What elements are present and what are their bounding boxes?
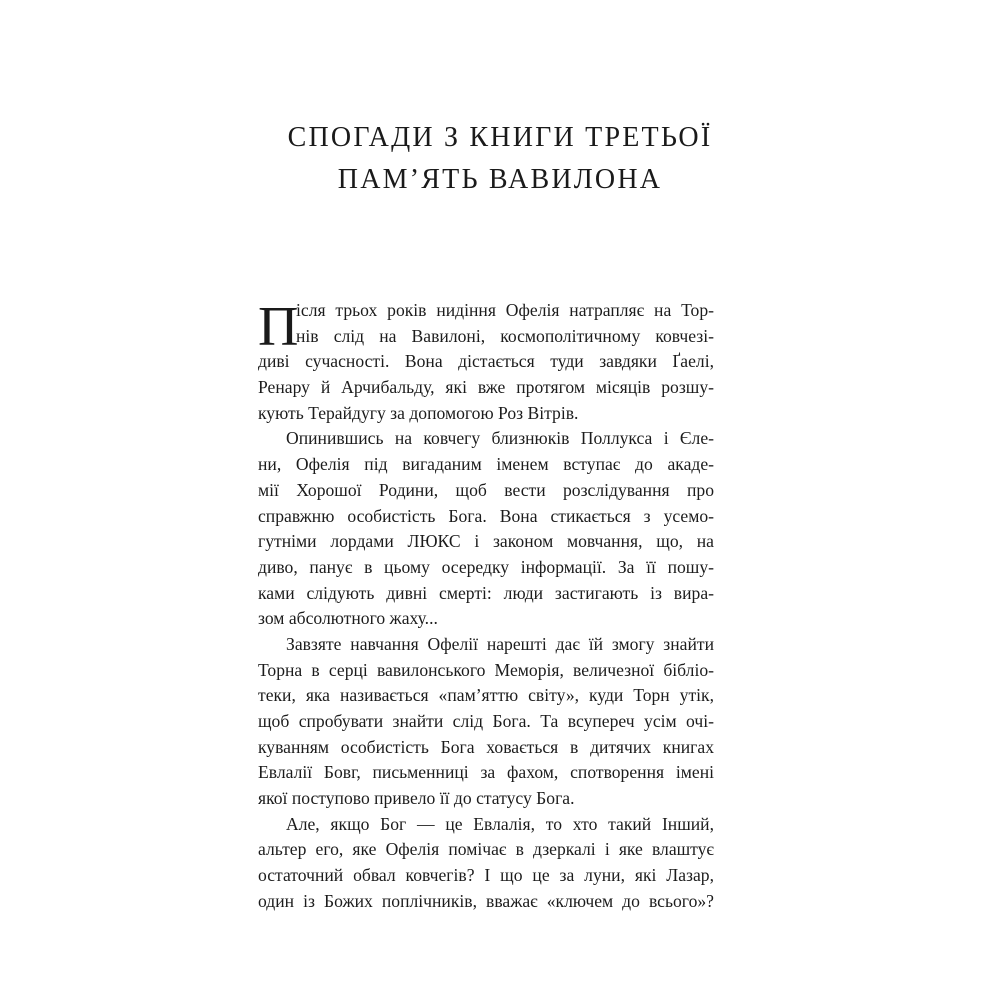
text-line: гутніми лордами ЛЮКС і законом мовчання, що, на	[258, 531, 714, 552]
text-line: Евлалії Бовг, письменниці за фахом, спотворення імені	[258, 762, 714, 783]
body-text	[258, 298, 714, 915]
text-line: нів слід на Вавилоні, космополітичному ковчезі-	[296, 325, 714, 346]
text-line: мії Хорошої Родини, щоб вести розслідування про	[258, 479, 714, 500]
text-line: куванням особистість Бога ховається в дитячих книгах	[258, 736, 714, 757]
text-line: диві сучасності. Вона дістається туди завдяки Ґаелі,	[258, 351, 714, 372]
text-line: справжню особистість Бога. Вона стикається з усемо-	[258, 505, 714, 526]
text-line: зом абсолютного жаху...	[258, 608, 438, 629]
text-line: якої поступово привело її до статусу Бога.	[258, 788, 575, 809]
drop-cap: П	[258, 296, 299, 358]
section-heading-line-1: СПОГАДИ З КНИГИ ТРЕТЬОЇ	[287, 122, 713, 153]
text-line: Опинившись на ковчегу близнюків Поллукса і Єле-	[286, 428, 714, 449]
text-line: ни, Офелія під вигаданим іменем вступає до акаде-	[258, 454, 714, 475]
text-line: щоб спробувати знайти слід Бога. Та всупереч усім очі-	[258, 711, 714, 731]
text-line: кують Терайдугу за допомогою Роз Вітрів.	[258, 402, 579, 423]
text-line: ками слідують дивні смерті: люди застигають із вира-	[258, 582, 714, 603]
text-line: диво, панує в цьому осередку інформації. За її пошу-	[258, 556, 714, 577]
text-line: остаточний обвал ковчегів? І що це за луни, які Лазар,	[258, 865, 714, 886]
text-line: Торна в серці вавилонського Меморія, величезної бібліо-	[258, 659, 714, 680]
text-line: Але, якщо Бог — це Евлалія, то хто такий Інший,	[286, 813, 714, 834]
text-line: альтер его, яке Офелія помічає в дзеркалі і яке влаштує	[258, 839, 714, 860]
text-line: Завзяте навчання Офелії нарешті дає їй змогу знайти	[286, 633, 714, 654]
text-line: теки, яка називається «пам’яттю світу», куди Торн утік,	[258, 685, 714, 706]
text-line: один із Божих поплічників, вважає «ключем до всього»?	[258, 890, 714, 911]
text-line: Ренару й Арчибальду, які вже протягом місяців розшу-	[258, 377, 714, 398]
section-heading-line-2: ПАМ’ЯТЬ ВАВИЛОНА	[337, 164, 663, 195]
text-line: ісля трьох років нидіння Офелія натрапляє на Тор-	[296, 300, 714, 320]
